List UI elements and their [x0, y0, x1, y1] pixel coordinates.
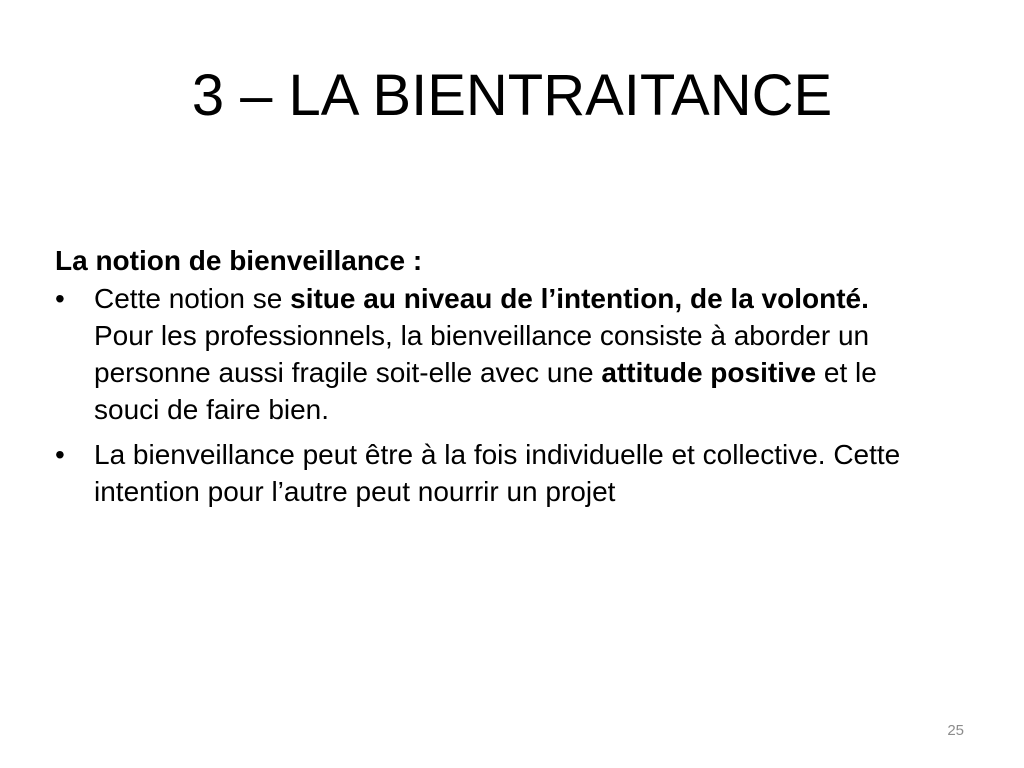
bullet-marker: •: [55, 283, 65, 314]
slide-content: [55, 242, 915, 518]
bullet-marker: •: [55, 439, 65, 470]
bullet-item-intention: [55, 280, 915, 428]
bullet-text-part: Cette notion se: [94, 283, 291, 314]
page-number: 25: [947, 722, 964, 739]
bullet-item-collective: [55, 436, 915, 510]
section-heading: La notion de bienveillance :: [55, 245, 423, 276]
bullet-text: La bienveillance peut être à la fois individuelle et collective. Cette intention pour l’autre peut nourrir un projet: [94, 439, 901, 507]
bullet-emphasis-intention: situe au niveau de l’intention, de la volonté.: [290, 283, 869, 314]
bullet-emphasis-attitude: attitude positive: [601, 357, 817, 388]
bullet-list: [55, 280, 915, 510]
bullet-text-part: Pour les professionnels, la bienveillance consiste à aborder un personne aussi fragile soit-elle avec une: [94, 320, 870, 388]
slide-title: 3 – LA BIENTRAITANCE: [191, 63, 833, 128]
bullet-text-part: et le souci de faire bien.: [94, 357, 877, 425]
